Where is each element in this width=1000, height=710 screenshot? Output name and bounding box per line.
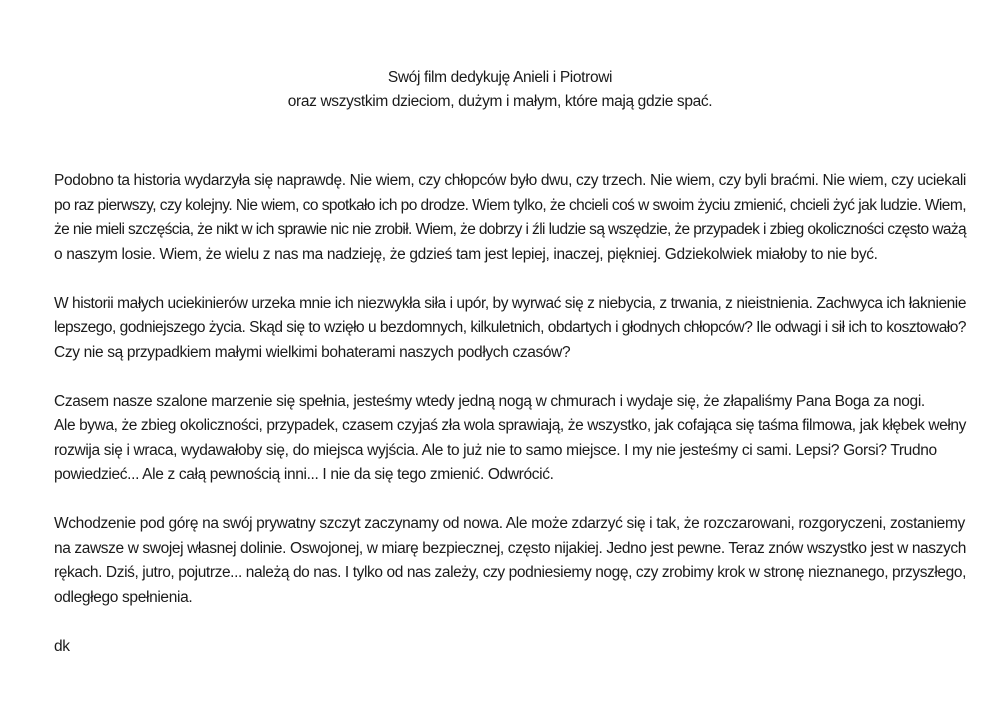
paragraph [54,512,966,610]
text-line: W historii małych uciekinierów urzeka mnie ich niezwykła siła i upór, by wyrwać się z niebycia, z trwania, z nieistnienia. Zachwyca ich łaknienie [54,294,966,312]
paragraph [54,390,966,488]
paragraph [54,292,966,366]
signature: dk [54,637,70,655]
text-line: lepszego, godniejszego życia. Skąd się to wzięło u bezdomnych, kilkuletnich, obdartych i głodnych chłopców? Ile odwagi i sił ich to kosztowało? [54,319,966,336]
text-line: rozwija się i wraca, wydawałoby się, do miejsca wyjścia. Ale to już nie to samo miejsce. I my nie jesteśmy ci sami. Lepsi? Gorsi? Trudno [54,441,937,459]
text-line: na zawsze w swojej własnej dolinie. Oswojonej, w miarę bezpiecznej, często nijakiej. Jedno jest pewne. Teraz znów wszystko jest w naszych [54,539,966,557]
text-line: Ale bywa, że zbieg okoliczności, przypadek, czasem czyjaś zła wola sprawiają, że wszystko, jak cofająca się taśma filmowa, jak kłębek wełny [54,417,966,434]
body-text [54,169,966,659]
text-line: że nie mieli szczęścia, że nikt w ich sprawie nic nie zrobił. Wiem, że dobrzy i źli ludzie są wszędzie, że przypadek i zbieg okoliczności często ważą [54,221,966,238]
text-line: po raz pierwszy, czy kolejny. Nie wiem, co spotkało ich po drodze. Wiem tylko, że chcieli coś w swoim życiu zmienić, chcieli żyć jak ludzie. Wiem, [54,196,966,214]
text-line: Podobno ta historia wydarzyła się naprawdę. Nie wiem, czy chłopców było dwu, czy trzech. Nie wiem, czy byli braćmi. Nie wiem, czy uciekali [54,172,966,189]
dedication-line: Swój film dedykuję Anieli i Piotrowi [387,69,613,86]
text-line: Czasem nasze szalone marzenie się spełnia, jesteśmy wtedy jedną nogą w chmurach i wydaje się, że złapaliśmy Pana Boga za nogi. [54,392,925,410]
paragraph [54,169,966,267]
text-line: Wchodzenie pod górę na swój prywatny szczyt zaczynamy od nowa. Ale może zdarzyć się i tak, że rozczarowani, rozgoryczeni, zostaniemy [54,515,965,532]
dedication-line: oraz wszystkim dzieciom, dużym i małym, które mają gdzie spać. [287,93,713,110]
text-line: Czy nie są przypadkiem małymi wielkimi bohaterami naszych podłych czasów? [54,343,571,361]
text-line: powiedzieć... Ale z całą pewnością inni... I nie da się tego zmienić. Odwrócić. [54,466,554,483]
text-line: o naszym losie. Wiem, że wielu z nas ma nadzieję, że gdzieś tam jest lepiej, inaczej, piękniej. Gdziekolwiek miałoby to nie być. [54,245,878,263]
dedication [0,66,1000,114]
text-line: rękach. Dziś, jutro, pojutrze... należą do nas. I tylko od nas zależy, czy podniesiemy nogę, czy zrobimy krok w stronę nieznanego, przyszłego, [54,564,966,581]
text-line: odległego spełnienia. [54,588,193,606]
